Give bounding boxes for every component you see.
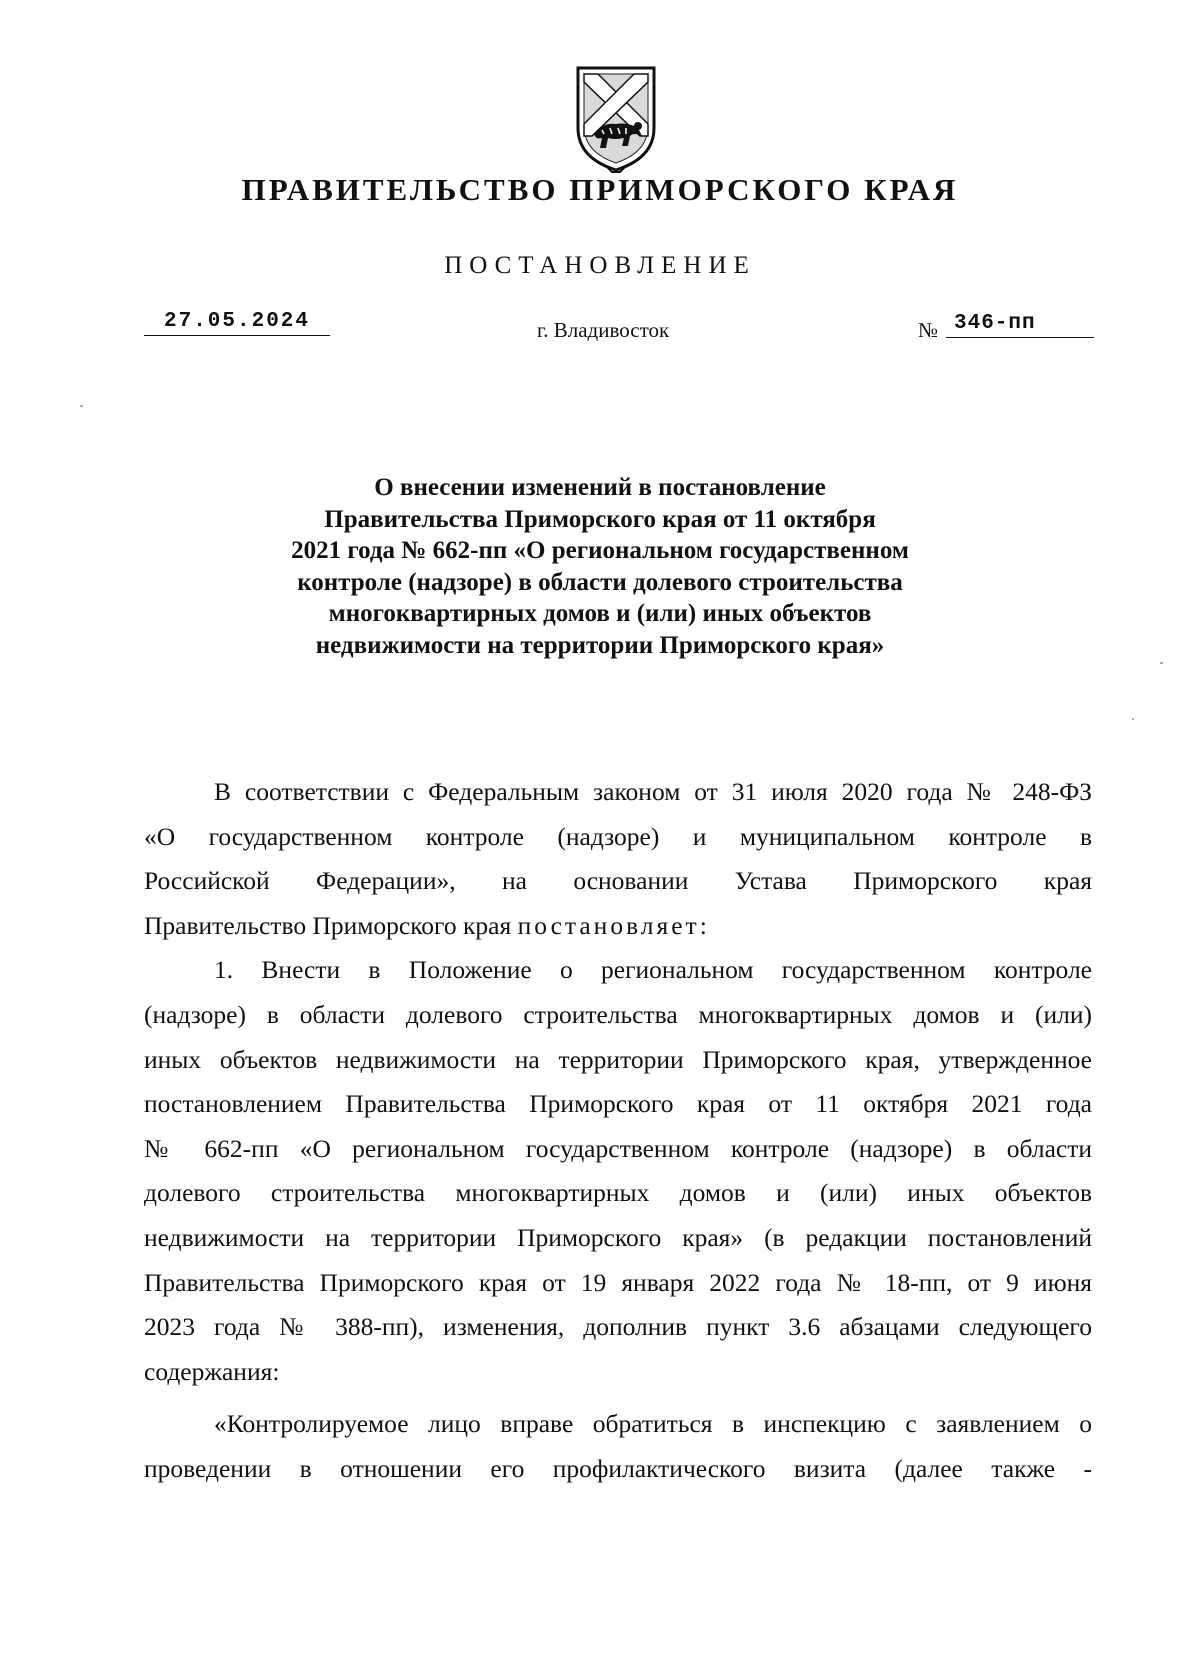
coat-of-arms-icon [568, 62, 664, 174]
heading-line: недвижимости на территории Приморского края» [315, 631, 885, 659]
text-fragment: Правительство Приморского края [144, 910, 518, 940]
heading-line: контроле (надзоре) в области долевого строительства [297, 568, 903, 596]
heading-line: 2021 года № 662-пп «О региональном государственном [291, 537, 909, 564]
paragraph-quote [144, 1402, 1092, 1491]
text-line: 2023 года № 388-пп), изменения, дополнив пункт 3.6 абзацами следующего [144, 1312, 1092, 1342]
document-date: 27.05.2024 [144, 310, 330, 336]
text-line: иных объектов недвижимости на территории Приморского края, утвержденное [144, 1044, 1092, 1074]
paragraph-preamble [144, 770, 1092, 948]
text-line: Правительства Приморского края от 19 января 2022 года № 18-пп, от 9 июня [144, 1267, 1092, 1297]
text-line [144, 904, 1092, 949]
document-heading [210, 472, 990, 661]
organization-title: ПРАВИТЕЛЬСТВО ПРИМОРСКОГО КРАЯ [241, 172, 959, 207]
text-line: № 662-пп «О региональном государственном контроле (надзоре) в области [144, 1133, 1092, 1163]
text-line: «О государственном контроле (надзоре) и муниципальном контроле в [144, 821, 1092, 851]
number-sign: № [918, 318, 939, 342]
paragraph-item-1 [144, 948, 1092, 1394]
resolves-word: постановляет: [517, 910, 710, 940]
text-line: постановлением Правительства Приморского края от 11 октября 2021 года [144, 1089, 1092, 1119]
text-line: долевого строительства многоквартирных домов и (или) иных объектов [144, 1178, 1092, 1208]
text-line: содержания: [144, 1356, 280, 1386]
text-line: (надзоре) в области долевого строительства многоквартирных домов и (или) [144, 999, 1092, 1029]
heading-line: О внесении изменений в постановление [374, 474, 826, 501]
document-city: г. Владивосток [537, 318, 670, 342]
text-line: недвижимости на территории Приморского края» (в редакции постановлений [144, 1222, 1092, 1252]
heading-line: многоквартирных домов и (или) иных объектов [328, 600, 872, 627]
scan-speck [1132, 718, 1134, 720]
text-line: В соответствии с Федеральным законом от 31 июля 2020 года № 248-ФЗ [214, 777, 1092, 806]
text-line: проведении в отношении его профилактического визита (далее также - [144, 1453, 1092, 1483]
document-type: ПОСТАНОВЛЕНИЕ [444, 252, 756, 279]
scan-speck [1160, 662, 1163, 664]
document-body [144, 770, 1092, 1492]
scan-speck [80, 405, 83, 407]
text-line: Российской Федерации», на основании Устава Приморского края [144, 866, 1092, 896]
paragraph-gap [144, 1394, 1092, 1402]
text-line: 1. Внести в Положение о региональном государственном контроле [214, 955, 1092, 985]
text-line: «Контролируемое лицо вправе обратиться в инспекцию с заявлением о [214, 1409, 1092, 1439]
heading-line: Правительства Приморского края от 11 октября [324, 505, 876, 533]
document-number: 346-пп [946, 312, 1094, 338]
